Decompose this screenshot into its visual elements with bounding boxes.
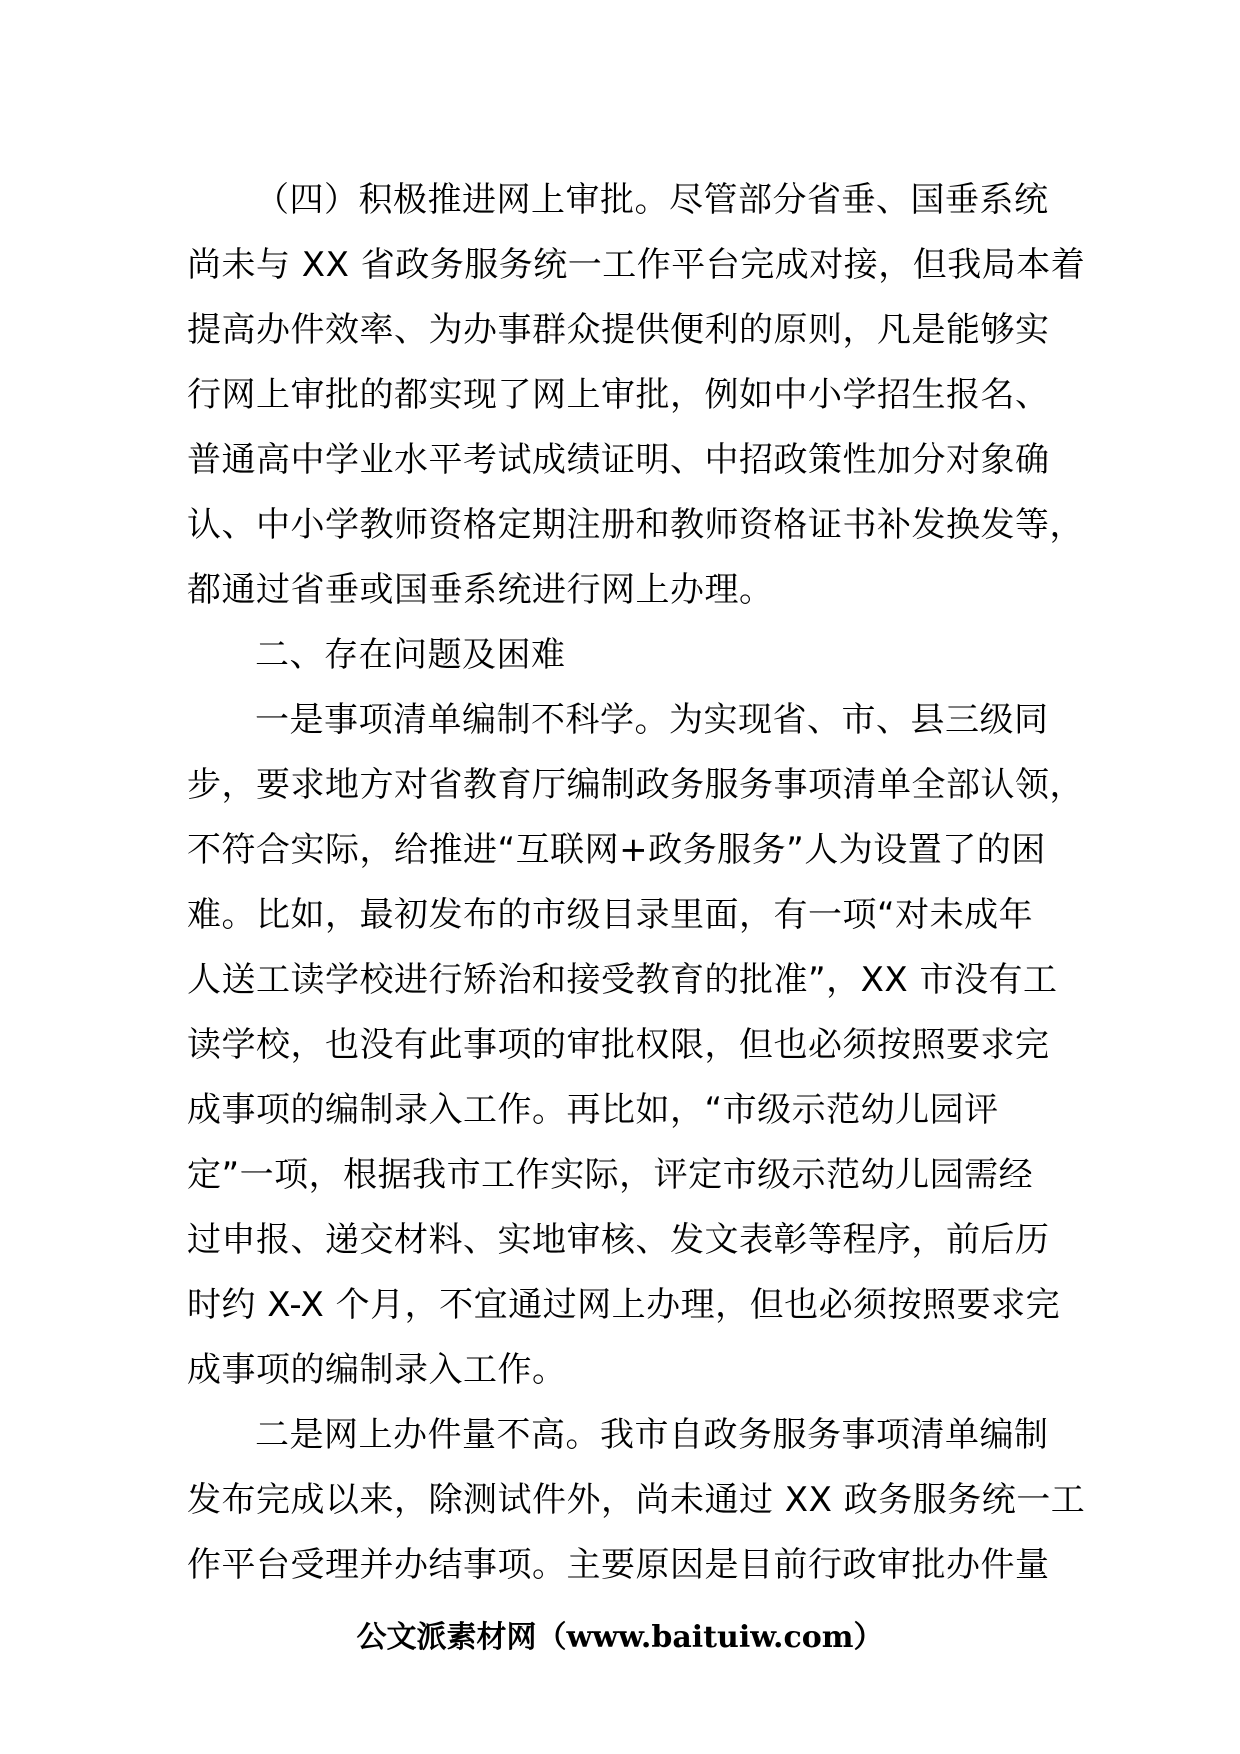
paragraph-line: （四）积极推进网上审批。尽管部分省垂、国垂系统 — [255, 180, 1049, 220]
paragraph-line: 时约 X-X 个月，不宜通过网上办理，但也必须按照要求完 — [187, 1285, 1061, 1325]
paragraph-line: 人送工读学校进行矫治和接受教育的批准”，XX 市没有工 — [187, 960, 1058, 1000]
paragraph-line: 尚未与 XX 省政务服务统一工作平台完成对接，但我局本着 — [187, 245, 1086, 285]
paragraph-line: 不符合实际，给推进“互联网+政务服务”人为设置了的困 — [187, 830, 1046, 870]
paragraph-line: 作平台受理并办结事项。主要原因是目前行政审批办件量 — [187, 1545, 1050, 1585]
paragraph-line: 一是事项清单编制不科学。为实现省、市、县三级同 — [255, 700, 1049, 740]
paragraph-line: 普通高中学业水平考试成绩证明、中招政策性加分对象确 — [187, 440, 1050, 480]
paragraph-line: 成事项的编制录入工作。 — [187, 1350, 567, 1390]
paragraph-line: 步，要求地方对省教育厅编制政务服务事项清单全部认领， — [187, 765, 1084, 805]
paragraph-line: 成事项的编制录入工作。再比如，“市级示范幼儿园评 — [187, 1090, 999, 1130]
paragraph-line: 读学校，也没有此事项的审批权限，但也必须按照要求完 — [187, 1025, 1050, 1065]
paragraph-line: 难。比如，最初发布的市级目录里面，有一项“对未成年 — [187, 895, 1034, 935]
paragraph-line: 过申报、递交材料、实地审核、发文表彰等程序，前后历 — [187, 1220, 1050, 1260]
paragraph-line: 定”一项，根据我市工作实际，评定市级示范幼儿园需经 — [187, 1155, 1034, 1195]
footer-watermark: 公文派素材网（www.baituiw.com） — [356, 1620, 884, 1655]
document-body — [187, 168, 1086, 1598]
paragraph-line: 二是网上办件量不高。我市自政务服务事项清单编制 — [255, 1415, 1049, 1455]
paragraph-line: 提高办件效率、为办事群众提供便利的原则，凡是能够实 — [187, 310, 1050, 350]
section-heading: 二、存在问题及困难 — [255, 635, 566, 675]
paragraph-line: 认、中小学教师资格定期注册和教师资格证书补发换发等， — [187, 505, 1084, 545]
paragraph-line: 行网上审批的都实现了网上审批，例如中小学招生报名、 — [187, 375, 1050, 415]
paragraph-line: 发布完成以来，除测试件外，尚未通过 XX 政务服务统一工 — [187, 1480, 1086, 1520]
paragraph-line: 都通过省垂或国垂系统进行网上办理。 — [187, 570, 774, 610]
